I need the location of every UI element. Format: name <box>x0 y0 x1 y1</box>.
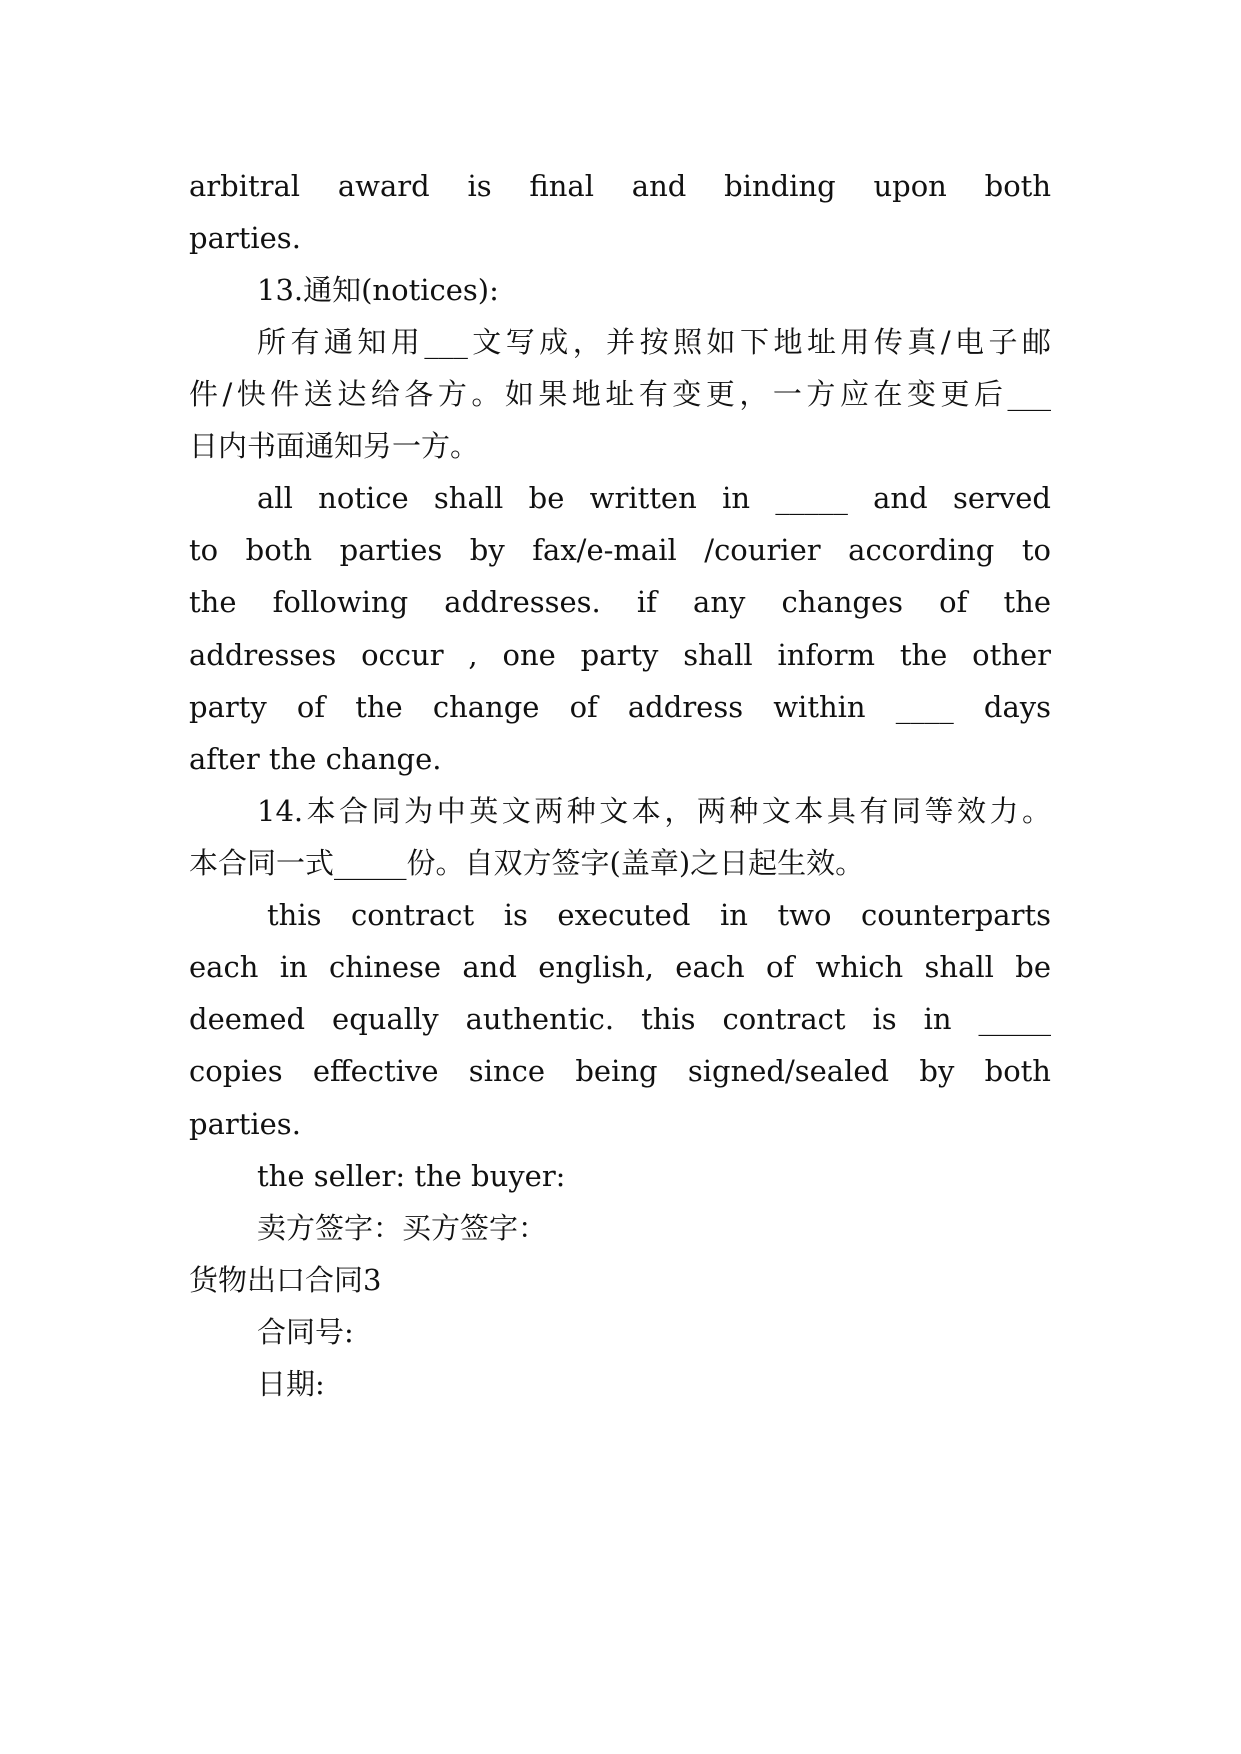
body-text-line: after the change. <box>189 742 442 776</box>
body-text-line: addresses occur , one party shall inform the other <box>189 638 1051 672</box>
contract-number-label: 合同号: <box>257 1315 354 1349</box>
body-text-line: 日内书面通知另一方。 <box>189 429 480 463</box>
clause-14-line: 14.本合同为中英文两种文本，两种文本具有同等效力。 <box>257 794 1051 828</box>
signature-labels-english: the seller: the buyer: <box>257 1159 566 1193</box>
body-text-line: parties. <box>189 221 301 255</box>
body-text-line: 所有通知用___文写成，并按照如下地址用传真/电子邮 <box>257 325 1051 359</box>
section-heading-notices: 13.通知(notices): <box>257 273 499 307</box>
body-text-line: parties. <box>189 1107 301 1141</box>
body-text-line: all notice shall be written in _____ and served <box>257 481 1051 515</box>
body-text-line: each in chinese and english, each of which shall be <box>189 950 1051 984</box>
body-text-line: to both parties by fax/e-mail /courier according to <box>189 533 1051 567</box>
body-text-line: 本合同一式_____份。自双方签字(盖章)之日起生效。 <box>189 846 865 880</box>
body-text-line: arbitral award is final and binding upon both <box>189 169 1051 203</box>
body-text-line: this contract is executed in two counterparts <box>267 898 1051 932</box>
date-label: 日期: <box>257 1367 325 1401</box>
body-text-line: the following addresses. if any changes of the <box>189 585 1051 619</box>
body-text-line: deemed equally authentic. this contract is in _____ <box>189 1002 1051 1036</box>
document-section-title: 货物出口合同3 <box>189 1263 382 1297</box>
body-text-line: party of the change of address within ____ days <box>189 690 1051 724</box>
body-text-line: copies effective since being signed/sealed by both <box>189 1054 1051 1088</box>
body-text-line: 件/快件送达给各方。如果地址有变更，一方应在变更后___ <box>189 377 1051 411</box>
signature-labels-chinese: 卖方签字：买方签字： <box>257 1211 548 1245</box>
